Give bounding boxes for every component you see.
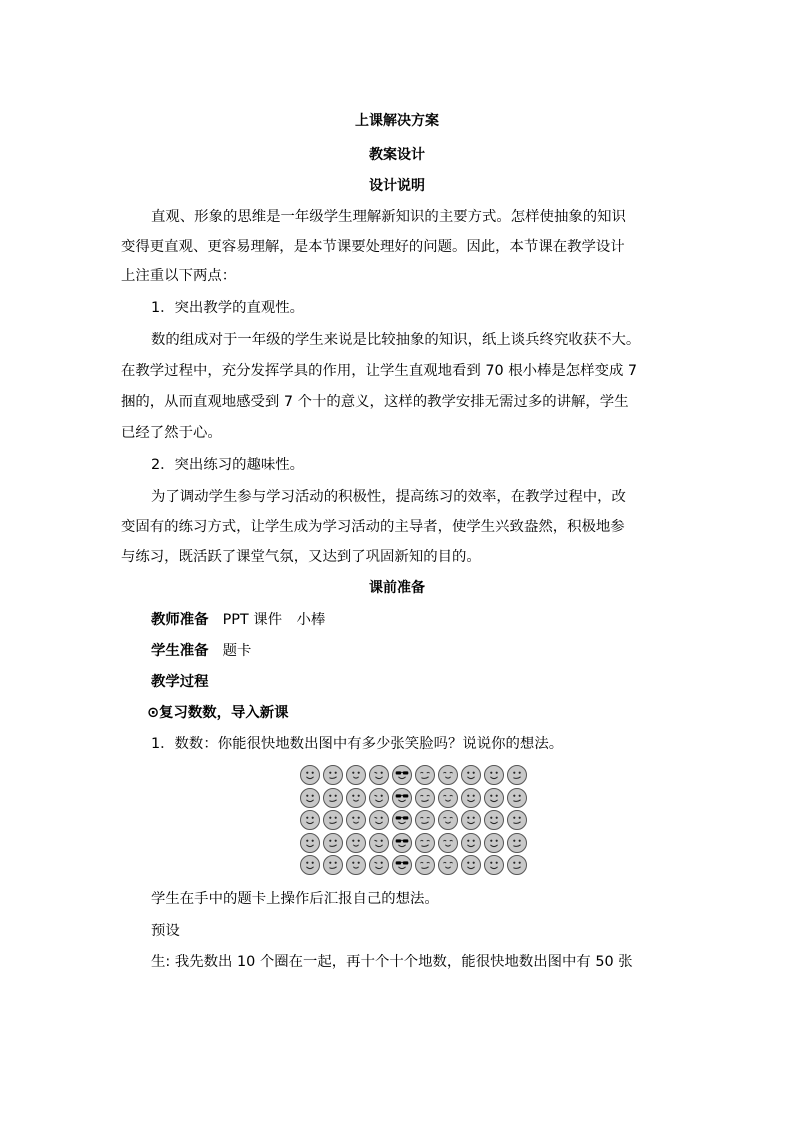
smiley-face-icon xyxy=(300,765,320,785)
paragraph-line: 数的组成对于一年级的学生来说是比较抽象的知识，纸上谈兵终究收获不大。 xyxy=(151,332,641,348)
smiley-face-icon xyxy=(507,855,527,875)
smiley-face-icon xyxy=(461,855,481,875)
paragraph-line: 上注重以下两点： xyxy=(121,268,237,284)
smiley-face-icon xyxy=(484,788,504,808)
sunglasses-smiley-icon xyxy=(392,788,412,808)
paragraph-line: 捆的，从而直观地感受到 7 个十的意义，这样的教学安排无需过多的讲解，学生 xyxy=(121,394,629,410)
paragraph-line: 在教学过程中，充分发挥学具的作用，让学生直观地看到 70 根小棒是怎样变成 7 xyxy=(121,363,638,379)
smiley-face-icon xyxy=(369,810,389,830)
smiley-face-icon xyxy=(507,788,527,808)
paragraph-line: 变固有的练习方式，让学生成为学习活动的主导者，使学生兴致盎然，积极地参 xyxy=(121,519,625,535)
smiley-face-icon xyxy=(346,855,366,875)
smiley-face-icon xyxy=(507,765,527,785)
smiley-face-icon xyxy=(323,833,343,853)
smiley-face-icon xyxy=(323,810,343,830)
student-prep xyxy=(151,641,251,661)
smiley-face-icon xyxy=(300,810,320,830)
smiley-face-icon xyxy=(438,765,458,785)
paragraph-line: 变得更直观、更容易理解，是本节课要处理好的问题。因此，本节课在教学设计 xyxy=(121,239,625,255)
smiley-face-icon xyxy=(484,855,504,875)
smiley-face-icon xyxy=(415,810,435,830)
paragraph-line: 已经了然于心。 xyxy=(121,425,222,441)
sunglasses-smiley-icon xyxy=(392,765,412,785)
smiley-face-icon xyxy=(461,833,481,853)
smiley-face-icon xyxy=(300,788,320,808)
smiley-face-icon xyxy=(438,810,458,830)
sunglasses-smiley-icon xyxy=(392,833,412,853)
smiley-face-icon xyxy=(507,833,527,853)
smiley-faces-figure xyxy=(300,765,530,877)
smiley-face-icon xyxy=(438,788,458,808)
student-prep-label: 学生准备 xyxy=(151,643,209,659)
teacher-prep-value: PPT 课件 小棒 xyxy=(222,612,326,628)
smiley-face-icon xyxy=(369,788,389,808)
smiley-face-icon xyxy=(369,855,389,875)
paragraph-line: 为了调动学生参与学习活动的积极性，提高练习的效率，在教学过程中，改 xyxy=(151,489,626,505)
paragraph-line: 与练习，既活跃了课堂气氛，又达到了巩固新知的目的。 xyxy=(121,549,481,565)
smiley-face-icon xyxy=(484,765,504,785)
smiley-face-icon xyxy=(438,833,458,853)
process-title: 教学过程 xyxy=(151,674,209,690)
preset-label: 预设 xyxy=(151,923,180,939)
smiley-face-icon xyxy=(461,765,481,785)
smiley-face-icon xyxy=(369,833,389,853)
teacher-prep xyxy=(151,610,325,630)
smiley-face-icon xyxy=(415,833,435,853)
smiley-face-icon xyxy=(346,833,366,853)
doc-title: 上课解决方案 xyxy=(355,113,439,129)
smiley-face-icon xyxy=(323,765,343,785)
smiley-face-icon xyxy=(415,765,435,785)
sunglasses-smiley-icon xyxy=(392,855,412,875)
smiley-face-icon xyxy=(323,855,343,875)
step1-title: ⊙复习数数，导入新课 xyxy=(147,705,289,721)
point-heading: 2．突出练习的趣味性。 xyxy=(151,457,305,473)
smiley-face-icon xyxy=(438,855,458,875)
smiley-face-icon xyxy=(484,833,504,853)
smiley-face-icon xyxy=(461,810,481,830)
question-1: 1．数数：你能很快地数出图中有多少张笑脸吗？说说你的想法。 xyxy=(151,736,564,752)
teacher-prep-label: 教师准备 xyxy=(151,612,209,628)
paragraph-line: 学生在手中的题卡上操作后汇报自己的想法。 xyxy=(151,891,439,907)
smiley-face-icon xyxy=(346,765,366,785)
smiley-face-icon xyxy=(415,788,435,808)
smiley-face-icon xyxy=(300,855,320,875)
answer-line: 生: 我先数出 10 个圈在一起，再十个十个地数，能很快地数出图中有 50 张 xyxy=(151,954,633,970)
smiley-face-icon xyxy=(346,810,366,830)
section-title-prep: 课前准备 xyxy=(369,580,425,596)
smiley-face-icon xyxy=(369,765,389,785)
paragraph-line: 直观、形象的思维是一年级学生理解新知识的主要方式。怎样使抽象的知识 xyxy=(151,209,626,225)
smiley-face-icon xyxy=(461,788,481,808)
smiley-face-icon xyxy=(323,788,343,808)
student-prep-value: 题卡 xyxy=(222,643,252,659)
point-heading: 1．突出教学的直观性。 xyxy=(151,300,305,316)
sunglasses-smiley-icon xyxy=(392,810,412,830)
doc-subtitle: 教案设计 xyxy=(369,147,425,163)
smiley-face-icon xyxy=(346,788,366,808)
smiley-face-icon xyxy=(484,810,504,830)
smiley-face-icon xyxy=(300,833,320,853)
section-title-design: 设计说明 xyxy=(369,178,425,194)
smiley-face-icon xyxy=(415,855,435,875)
smiley-face-icon xyxy=(507,810,527,830)
